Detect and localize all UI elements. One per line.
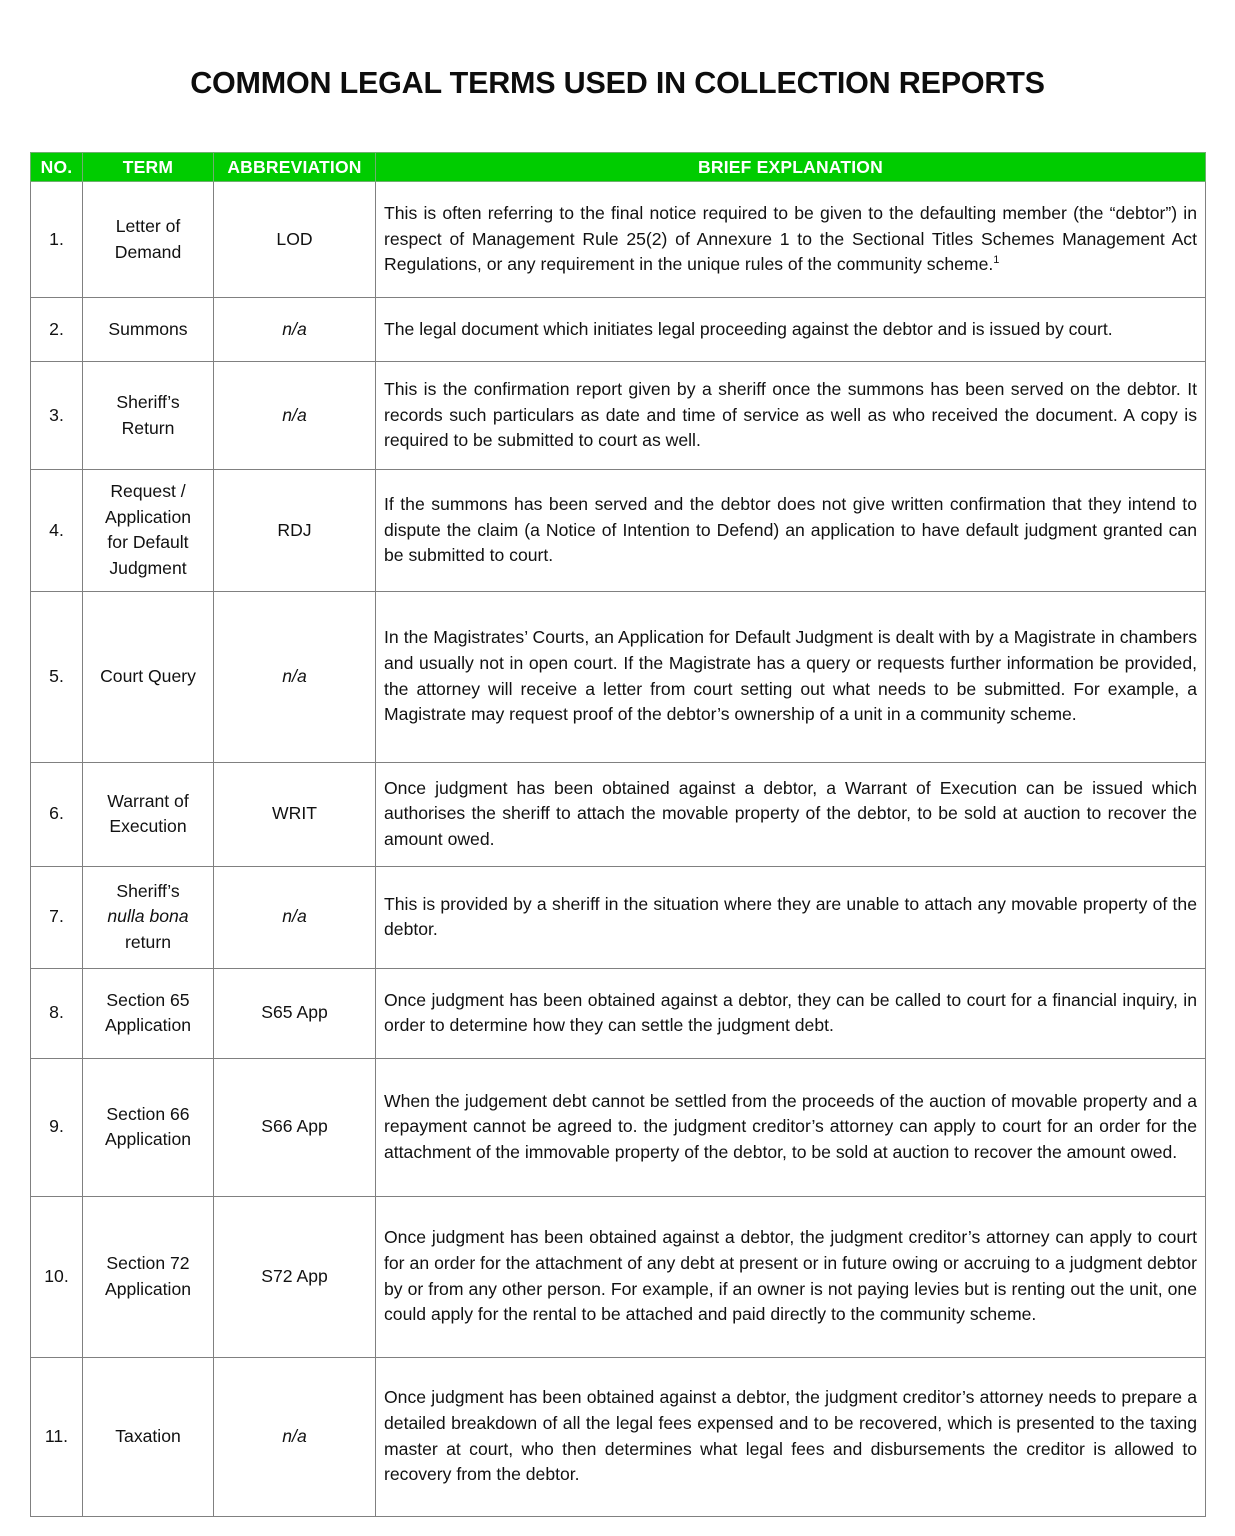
table-row — [31, 968, 1206, 1058]
row-number: 3. — [31, 362, 83, 470]
term-line: Application — [104, 506, 192, 527]
row-number: 10. — [31, 1196, 83, 1357]
term-line: Application — [104, 1278, 192, 1299]
row-number: 7. — [31, 866, 83, 968]
table-row — [31, 591, 1206, 762]
explanation-text: This is often referring to the final notice required to be given to the defaulting member (the “debtor”) in respect of Management Rule 25(2) of Annexure 1 to the Sectional Titles Schemes Management Act Regulations, or any requirement in the unique rules of the community scheme. — [384, 202, 1197, 275]
row-term — [83, 866, 214, 968]
term-line: Section 66 — [106, 1103, 190, 1124]
term-line: Sheriff’s — [116, 880, 180, 901]
row-explanation: Once judgment has been obtained against a debtor, the judgment creditor’s attorney can apply to court for an order for the attachment of any debt at present or in future owing or accruing to a judgment debtor by or from any other person. For example, if an owner is not paying levies but is renting out the unit, one could apply for the rental to be attached and paid directly to the community scheme. — [376, 1196, 1206, 1357]
row-term — [83, 968, 214, 1058]
term-line: Warrant of — [107, 790, 189, 811]
legal-terms-table — [30, 152, 1206, 1517]
row-explanation: This is provided by a sheriff in the situation where they are unable to attach any movable property of the debtor. — [376, 866, 1206, 968]
term-line: Return — [121, 417, 175, 438]
footnote-reference: 1 — [993, 254, 1000, 267]
table-header — [31, 153, 1206, 182]
column-header-brief-explanation: BRIEF EXPLANATION — [376, 153, 1206, 182]
table-row — [31, 866, 1206, 968]
row-explanation: Once judgment has been obtained against a debtor, they can be called to court for a financial inquiry, in order to determine how they can settle the judgment debt. — [376, 968, 1206, 1058]
term-line: Section 65 — [106, 989, 190, 1010]
term-line: Request / — [110, 481, 186, 501]
row-explanation: In the Magistrates’ Courts, an Application for Default Judgment is dealt with by a Magistrate in chambers and usually not in open court. If the Magistrate has a query or requests further information be provided, the attorney will receive a letter from court setting out what needs to be submitted. For example, a Magistrate may request proof of the debtor’s ownership of a unit in a community scheme. — [376, 591, 1206, 762]
term-line: for Default — [107, 532, 189, 553]
row-abbreviation: RDJ — [214, 470, 376, 592]
row-explanation: This is the confirmation report given by a sheriff once the summons has been served on the debtor. It records such particulars as date and time of service as well as who received the document. A copy is required to be submitted to court as well. — [376, 362, 1206, 470]
row-abbreviation: S65 App — [214, 968, 376, 1058]
term-line: Section 72 — [106, 1253, 190, 1274]
table-row — [31, 298, 1206, 362]
column-header-abbreviation: ABBREVIATION — [214, 153, 376, 182]
term-line: Application — [104, 1129, 192, 1150]
row-explanation: The legal document which initiates legal proceeding against the debtor and is issued by court. — [376, 298, 1206, 362]
page-title: COMMON LEGAL TERMS USED IN COLLECTION REPORTS — [190, 66, 1045, 100]
term-line: Sheriff’s — [116, 391, 180, 412]
term-line: return — [125, 932, 171, 953]
row-number: 11. — [31, 1357, 83, 1516]
row-number: 8. — [31, 968, 83, 1058]
row-abbreviation: n/a — [214, 591, 376, 762]
term-line: Application — [104, 1015, 192, 1036]
table-row — [31, 470, 1206, 592]
row-term — [83, 762, 214, 866]
row-number: 2. — [31, 298, 83, 362]
row-abbreviation: WRIT — [214, 762, 376, 866]
row-explanation: Once judgment has been obtained against a debtor, a Warrant of Execution can be issued which authorises the sheriff to attach the movable property of the debtor, to be sold at auction to recover the amount owed. — [376, 762, 1206, 866]
row-abbreviation: S66 App — [214, 1058, 376, 1196]
row-explanation: Once judgment has been obtained against a debtor, the judgment creditor’s attorney needs to prepare a detailed breakdown of all the legal fees expensed and to be recovered, which is presented to the taxing master at court, who then determines what legal fees and disbursements the creditor is allowed to recovery from the debtor. — [376, 1357, 1206, 1516]
row-abbreviation: LOD — [214, 182, 376, 298]
row-abbreviation: n/a — [214, 1357, 376, 1516]
row-abbreviation: n/a — [214, 298, 376, 362]
row-number: 4. — [31, 470, 83, 592]
term-line: Letter of — [115, 215, 181, 236]
row-term: Summons — [83, 298, 214, 362]
table-row — [31, 1058, 1206, 1196]
table-row — [31, 762, 1206, 866]
table-header-row — [31, 153, 1206, 182]
row-term — [83, 362, 214, 470]
row-explanation: If the summons has been served and the debtor does not give written confirmation that they intend to dispute the claim (a Notice of Intention to Defend) an application to have default judgment granted can be submitted to court. — [376, 470, 1206, 592]
term-line: Demand — [114, 241, 182, 262]
row-number: 5. — [31, 591, 83, 762]
row-term — [83, 470, 214, 592]
row-abbreviation: n/a — [214, 866, 376, 968]
column-header-term: TERM — [83, 153, 214, 182]
row-term — [83, 182, 214, 298]
term-line: Execution — [109, 816, 187, 837]
row-number: 6. — [31, 762, 83, 866]
row-number: 9. — [31, 1058, 83, 1196]
row-term: Taxation — [83, 1357, 214, 1516]
row-abbreviation: S72 App — [214, 1196, 376, 1357]
row-term — [83, 1196, 214, 1357]
table-row — [31, 1357, 1206, 1516]
table-body — [31, 182, 1206, 1517]
table-row — [31, 362, 1206, 470]
row-number: 1. — [31, 182, 83, 298]
term-line: Judgment — [109, 558, 187, 579]
row-explanation: When the judgement debt cannot be settled from the proceeds of the auction of movable property and a repayment cannot be agreed to. the judgment creditor’s attorney can apply to court for an order for the attachment of the immovable property of the debtor, to be sold at auction to recover the amount owed. — [376, 1058, 1206, 1196]
table-row — [31, 1196, 1206, 1357]
row-abbreviation: n/a — [214, 362, 376, 470]
table-row — [31, 182, 1206, 298]
row-term — [83, 1058, 214, 1196]
column-header-no: NO. — [31, 153, 83, 182]
row-explanation — [376, 182, 1206, 298]
term-line-italic: nulla bona — [107, 906, 189, 927]
row-term: Court Query — [83, 591, 214, 762]
